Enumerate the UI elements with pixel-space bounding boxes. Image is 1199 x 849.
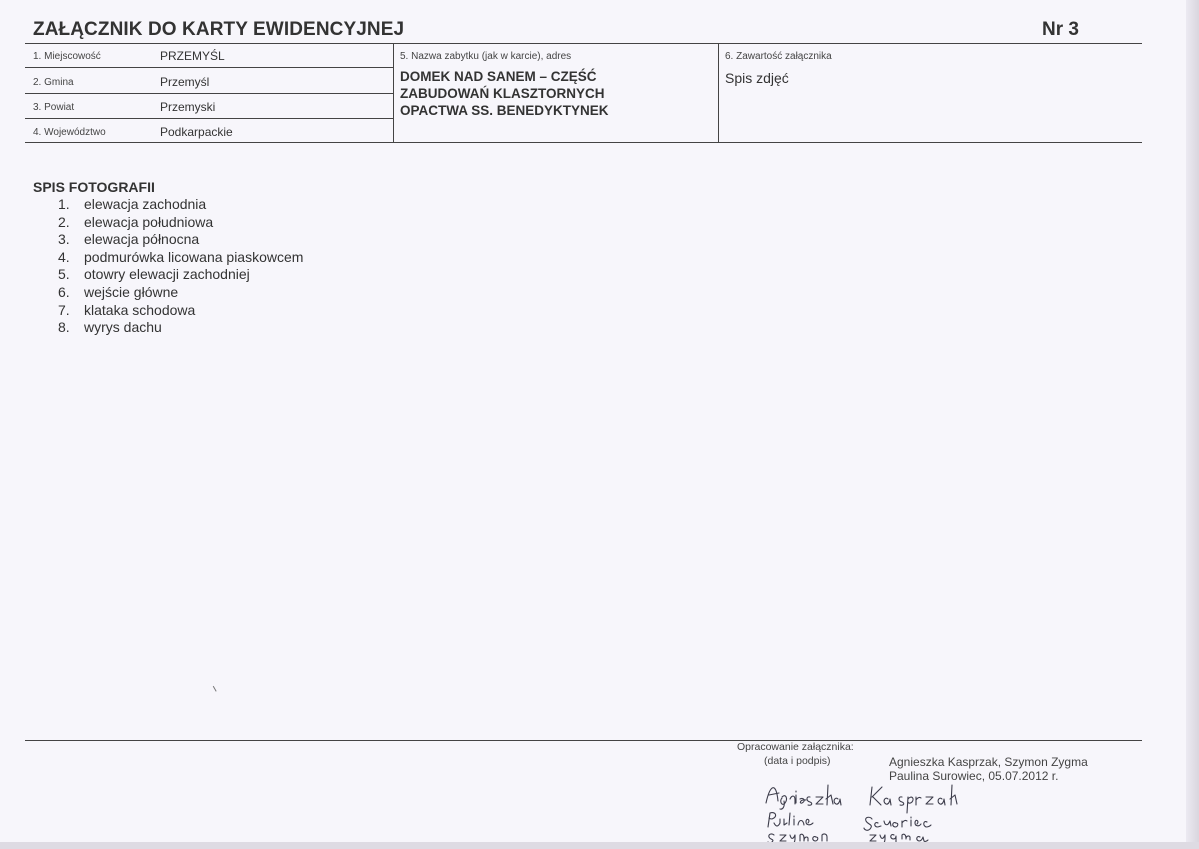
- row-divider: [25, 118, 393, 119]
- row-divider: [25, 67, 393, 68]
- field-label: 4. Województwo: [33, 127, 106, 138]
- field-label: 1. Miejscowość: [33, 51, 101, 62]
- list-text: elewacja zachodnia: [84, 196, 207, 212]
- row-divider: [25, 93, 393, 94]
- document-title: ZAŁĄCZNIK DO KARTY EWIDENCYJNEJ: [33, 19, 405, 40]
- list-number: 8.: [58, 319, 70, 336]
- scan-edge: [1186, 0, 1199, 849]
- photo-list-title: SPIS FOTOGRAFII: [33, 179, 155, 195]
- table-top-rule: [25, 43, 1142, 44]
- scan-speck: [213, 684, 219, 691]
- field-value: Podkarpackie: [160, 125, 233, 139]
- authors-line: Paulina Surowiec, 05.07.2012 r.: [889, 769, 1059, 783]
- column-divider: [393, 43, 394, 142]
- footer-rule: [25, 740, 1142, 741]
- scan-edge: [0, 842, 1199, 849]
- heritage-name-line: OPACTWA SS. BENEDYKTYNEK: [400, 103, 609, 118]
- list-text: otowry elewacji zachodniej: [84, 266, 250, 283]
- table-bottom-rule: [25, 142, 1142, 143]
- list-item: [58, 214, 303, 232]
- attachment-contents-label: 6. Zawartość załącznika: [725, 51, 832, 62]
- list-number: 7.: [58, 301, 70, 318]
- heritage-name-line: ZABUDOWAŃ KLASZTORNYCH: [400, 86, 605, 101]
- list-item: [58, 249, 303, 267]
- list-number: 3.: [58, 231, 70, 248]
- attachment-contents-value: Spis zdjęć: [725, 70, 789, 86]
- heritage-name-label: 5. Nazwa zabytku (jak w karcie), adres: [400, 51, 572, 62]
- list-text: elewacja południowa: [84, 213, 214, 230]
- list-text: elewacja północna: [84, 231, 200, 248]
- list-text: podmurówka licowana piaskowcem: [84, 248, 304, 265]
- list-item: [58, 302, 303, 320]
- list-text: klataka schodowa: [84, 301, 196, 318]
- prepared-by-label: Opracowanie załącznika:: [737, 741, 854, 753]
- date-sign-label: (data i podpis): [764, 755, 831, 767]
- photo-list: [58, 196, 303, 337]
- field-label: 3. Powiat: [33, 102, 75, 113]
- list-number: 2.: [58, 213, 70, 230]
- handwritten-signature: [760, 775, 980, 843]
- list-text: wyrys dachu: [84, 319, 162, 336]
- list-number: 5.: [58, 266, 70, 283]
- heritage-name: [400, 68, 700, 119]
- field-label: 2. Gmina: [33, 77, 74, 88]
- column-divider: [718, 43, 719, 142]
- list-item: [58, 284, 303, 302]
- list-number: 6.: [58, 283, 70, 300]
- list-number: 1.: [58, 196, 70, 212]
- field-value: PRZEMYŚL: [160, 49, 225, 63]
- list-item: [58, 196, 303, 214]
- list-text: wejście główne: [84, 283, 179, 300]
- authors-line: Agnieszka Kasprzak, Szymon Zygma: [889, 755, 1088, 769]
- list-item: [58, 319, 303, 337]
- field-value: Przemyski: [160, 100, 216, 114]
- heritage-name-line: DOMEK NAD SANEM – CZĘŚĆ: [400, 69, 597, 84]
- attachment-number: Nr 3: [1042, 19, 1079, 40]
- list-number: 4.: [58, 248, 70, 265]
- list-item: [58, 231, 303, 249]
- list-item: [58, 266, 303, 284]
- field-value: Przemyśl: [160, 75, 210, 89]
